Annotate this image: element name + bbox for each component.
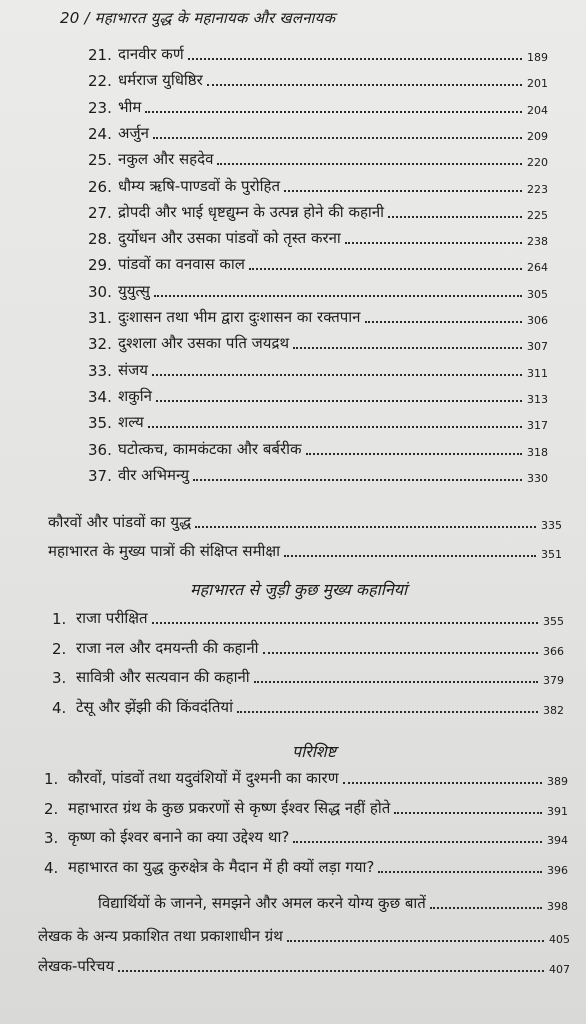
toc-entry — [52, 638, 564, 658]
page-number: 396 — [547, 864, 568, 877]
dot-leader — [148, 426, 522, 428]
page-number: 382 — [543, 703, 564, 717]
entry-number: 35. — [88, 414, 112, 433]
entry-title: शकुनि — [118, 386, 152, 405]
entry-title: दुश्शला और उसका पति जयद्रथ — [118, 334, 290, 353]
entry-title: द्रोपदी और भाई धृष्टद्युम्न के उत्पन्न होने की कहानी — [118, 202, 385, 221]
toc-entry — [88, 307, 548, 327]
entry-number: 1. — [44, 770, 59, 788]
entry-number: 29. — [88, 256, 112, 275]
page-number: 307 — [527, 340, 548, 354]
page-number: 209 — [527, 129, 548, 143]
entry-title: अर्जुन — [118, 123, 149, 142]
page-number: 201 — [527, 77, 548, 91]
page-number: 311 — [527, 366, 548, 380]
entry-title: संजय — [118, 360, 148, 379]
dot-leader — [193, 479, 522, 481]
entry-title: कृष्ण को ईश्वर बनाने का क्या उद्देश्य था? — [68, 828, 290, 846]
toc-entry — [48, 541, 562, 561]
dot-leader — [293, 347, 522, 349]
page-number: 317 — [527, 419, 548, 433]
entry-title: टेसू और झेंझी की किंवदंतियां — [76, 697, 233, 716]
toc-entry — [44, 768, 568, 788]
entry-title: कौरवों, पांडवों तथा यदुवंशियों में दुश्मनी का कारण — [68, 769, 339, 787]
dot-leader — [287, 940, 544, 942]
entry-title: महाभारत ग्रंथ के कुछ प्रकरणों से कृष्ण ईश्वर सिद्ध नहीं होते — [68, 799, 391, 817]
entry-title: लेखक के अन्य प्रकाशित तथा प्रकाशाधीन ग्रंथ — [38, 927, 283, 945]
entry-title: पांडवों का वनवास काल — [118, 255, 245, 274]
page-number: 313 — [527, 392, 548, 406]
dot-leader — [293, 841, 542, 843]
entry-number: 27. — [88, 203, 112, 222]
entry-number: 2. — [44, 800, 59, 818]
toc-entry — [88, 465, 548, 485]
entry-number: 1. — [52, 610, 67, 628]
entry-number: 4. — [52, 698, 67, 717]
entry-number: 23. — [88, 98, 112, 117]
entry-title: शल्य — [118, 413, 144, 432]
dot-leader — [153, 137, 522, 139]
entry-title: राजा परीक्षित — [76, 609, 148, 627]
dot-leader — [284, 555, 536, 557]
toc-entry — [88, 149, 548, 169]
toc-entry — [88, 254, 548, 274]
entry-number: 3. — [44, 829, 59, 847]
entry-title: लेखक-परिचय — [38, 957, 115, 975]
page-number: 264 — [527, 261, 548, 275]
page-number: 204 — [527, 103, 548, 117]
page-number: 223 — [527, 182, 548, 196]
dot-leader — [152, 622, 538, 624]
entry-title: कौरवों और पांडवों का युद्ध — [48, 513, 192, 531]
entry-number: 24. — [88, 124, 112, 143]
dot-leader — [263, 652, 538, 654]
entry-title: नकुल और सहदेव — [118, 150, 214, 169]
page-number: 189 — [527, 51, 548, 64]
dot-leader — [154, 295, 522, 297]
page-number: 405 — [549, 933, 570, 946]
dot-leader — [145, 111, 522, 113]
page-number: 306 — [527, 314, 548, 327]
dot-leader — [207, 84, 522, 86]
page-number: 355 — [543, 615, 564, 628]
dot-leader — [118, 970, 544, 972]
dot-leader — [152, 374, 522, 376]
entry-title: विद्यार्थियों के जानने, समझने और अमल करने योग्य कुछ बातें — [98, 894, 426, 912]
dot-leader — [217, 163, 522, 165]
entry-number: 37. — [88, 466, 112, 485]
entry-title: महाभारत के मुख्य पात्रों की संक्षिप्त समीक्षा — [48, 542, 281, 560]
dot-leader — [306, 453, 523, 455]
toc-entry — [88, 281, 548, 301]
page-number: 394 — [547, 834, 568, 847]
entry-title: युयुत्सु — [118, 281, 150, 300]
entry-number: 2. — [52, 639, 67, 658]
toc-entry — [44, 857, 568, 877]
toc-entry — [88, 386, 548, 406]
entry-title: धर्मराज युधिष्ठिर — [118, 71, 203, 90]
toc-entry — [98, 893, 568, 913]
entry-title: वीर अभिमन्यु — [118, 465, 190, 484]
entry-title: घटोत्कच, कामकंटका और बर्बरीक — [118, 439, 302, 458]
toc-entry — [88, 228, 548, 248]
toc-entry — [88, 360, 548, 380]
entry-number: 26. — [88, 177, 112, 196]
toc-entry — [88, 333, 548, 353]
toc-entry — [52, 667, 564, 687]
entry-title: दुःशासन तथा भीम द्वारा दुःशासन का रक्तपान — [118, 308, 361, 326]
page-number: 330 — [527, 471, 548, 485]
entry-title: दानवीर कर्ण — [118, 45, 184, 63]
toc-entry — [44, 827, 568, 847]
dot-leader — [156, 400, 522, 402]
section-heading: महाभारत से जुड़ी कुछ मुख्य कहानियां — [190, 580, 408, 599]
toc-entry — [88, 70, 548, 90]
entry-number: 3. — [52, 669, 67, 687]
dot-leader — [343, 782, 542, 784]
toc-entry — [88, 412, 548, 432]
dot-leader — [237, 711, 538, 713]
dot-leader — [249, 268, 522, 270]
page-number: 366 — [543, 644, 564, 658]
page-number: 407 — [549, 963, 570, 976]
dot-leader — [365, 321, 522, 323]
toc-entry — [52, 697, 564, 717]
page-number: 398 — [547, 900, 568, 913]
page-number: 220 — [527, 156, 548, 170]
dot-leader — [378, 871, 542, 873]
entry-number: 4. — [44, 859, 59, 877]
dot-leader — [254, 681, 538, 683]
entry-number: 33. — [88, 361, 112, 380]
dot-leader — [388, 216, 522, 218]
toc-entry — [88, 202, 548, 222]
entry-title: महाभारत का युद्ध कुरुक्षेत्र के मैदान में ही क्यों लड़ा गया? — [68, 858, 375, 876]
toc-entry — [38, 956, 570, 976]
entry-number: 28. — [88, 230, 112, 249]
page-number: 335 — [541, 519, 562, 532]
toc-entry — [88, 44, 548, 64]
page-number: 225 — [527, 208, 548, 222]
entry-title: राजा नल और दमयन्ती की कहानी — [76, 638, 259, 657]
entry-number: 32. — [88, 335, 112, 354]
toc-entry — [88, 97, 548, 117]
entry-number: 21. — [88, 46, 112, 64]
dot-leader — [284, 190, 522, 192]
entry-number: 22. — [88, 72, 112, 91]
toc-entry — [88, 439, 548, 459]
toc-entry — [88, 123, 548, 143]
entry-number: 36. — [88, 440, 112, 459]
entry-number: 25. — [88, 151, 112, 170]
section-heading: परिशिष्ट — [292, 742, 337, 761]
entry-title: भीम — [118, 97, 142, 116]
entry-title: दुर्योधन और उसका पांडवों को तृस्त करना — [118, 229, 341, 248]
dot-leader — [195, 526, 536, 528]
dot-leader — [394, 812, 542, 814]
entry-title: सावित्री और सत्यवान की कहानी — [76, 668, 250, 686]
page-number: 391 — [547, 805, 568, 818]
dot-leader — [345, 242, 522, 244]
page-number: 379 — [543, 674, 564, 687]
page-number: 318 — [527, 445, 548, 459]
toc-entry — [88, 176, 548, 196]
toc-entry — [38, 926, 570, 946]
toc-entry — [48, 512, 562, 532]
entry-number: 34. — [88, 387, 112, 406]
page-number: 389 — [547, 775, 568, 788]
entry-number: 30. — [88, 282, 112, 301]
running-header: 20 / महाभारत युद्ध के महानायक और खलनायक — [60, 9, 336, 27]
dot-leader — [430, 907, 542, 909]
page-number: 351 — [541, 548, 562, 561]
page-number: 238 — [527, 235, 548, 249]
toc-entry — [52, 608, 564, 628]
page-number: 305 — [527, 287, 548, 301]
entry-number: 31. — [88, 309, 112, 327]
toc-entry — [44, 798, 568, 818]
dot-leader — [188, 58, 522, 60]
entry-title: धौम्य ऋषि-पाण्डवों के पुरोहित — [118, 176, 280, 195]
